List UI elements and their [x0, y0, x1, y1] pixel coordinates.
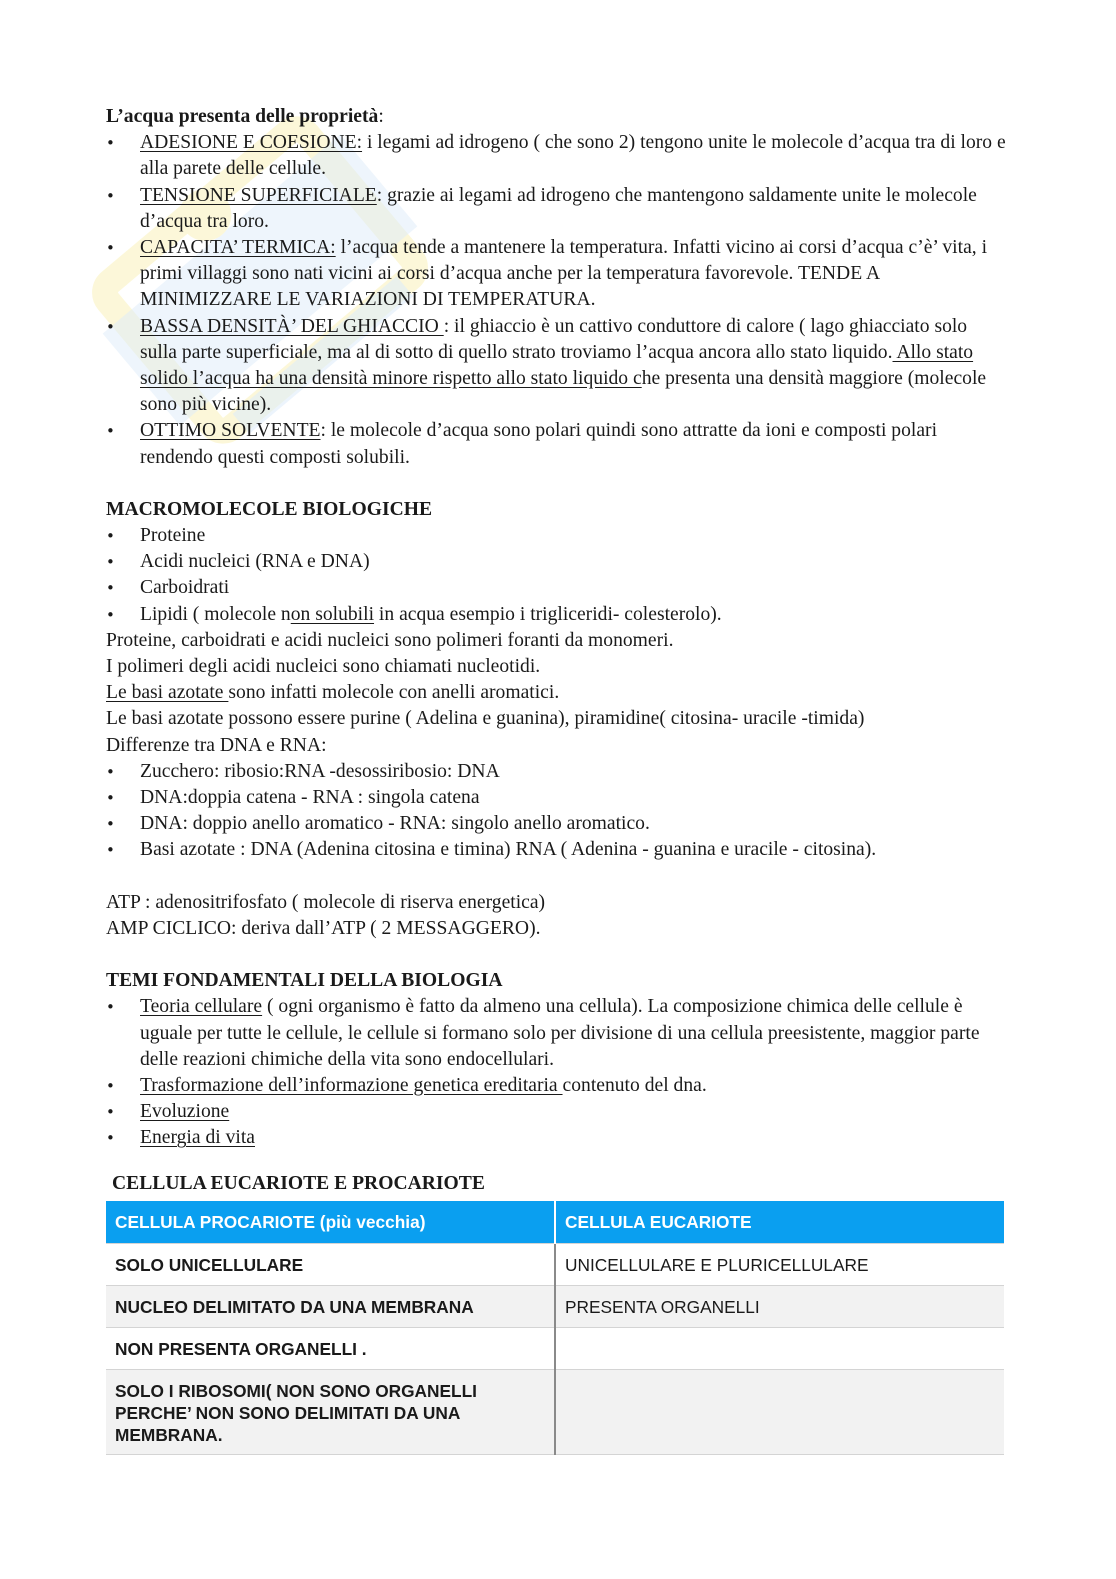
table-cell	[555, 1369, 1004, 1454]
differences-list	[106, 759, 1006, 864]
list-item: • Carboidrati	[106, 575, 1006, 601]
text-line: Le basi azotate possono essere purine ( Adelina e guanina), piramidine( citosina- uracile -timida)	[106, 708, 865, 730]
table-header-row	[106, 1201, 1004, 1244]
table-title: CELLULA EUCARIOTE E PROCARIOTE	[112, 1172, 485, 1194]
list-item: • OTTIMO SOLVENTE: le molecole d’acqua sono polari quindi sono attratte da ioni e composti polari rendendo questi composti solubili.	[106, 418, 1006, 470]
table-row	[106, 1285, 1004, 1327]
temi-list	[106, 994, 1006, 1151]
list-item: • Evoluzione	[106, 1099, 1006, 1125]
list-item: • CAPACITA’ TERMICA: l’acqua tende a mantenere la temperatura. Infatti vicino ai corsi d’acqua c’è’ vita, i primi villaggi sono nati vicini ai corsi d’acqua anche per la temperatura favorevole. TENDE A MINIMIZZARE LE VARIAZIONI DI TEMPERATURA.	[106, 235, 1006, 314]
table-row	[106, 1327, 1004, 1369]
intro-heading: L’acqua presenta delle proprietà:	[106, 106, 384, 127]
table-cell	[555, 1327, 1004, 1369]
list-item: • Basi azotate : DNA (Adenina citosina e timina) RNA ( Adenina - guanina e uracile - citosina).	[106, 837, 1006, 863]
table-cell: NON PRESENTA ORGANELLI .	[106, 1327, 555, 1369]
list-item: • Proteine	[106, 523, 1006, 549]
text-line: Le basi azotate sono infatti molecole con anelli aromatici.	[106, 682, 560, 704]
text-line: I polimeri degli acidi nucleici sono chiamati nucleotidi.	[106, 656, 541, 678]
table-row	[106, 1369, 1004, 1454]
list-item: • Lipidi ( molecole non solubili in acqua esempio i trigliceridi- colesterolo).	[106, 602, 1006, 628]
list-item: • Energia di vita	[106, 1125, 1006, 1151]
temi-heading: TEMI FONDAMENTALI DELLA BIOLOGIA	[106, 970, 503, 992]
list-item: • Trasformazione dell’informazione genetica ereditaria contenuto del dna.	[106, 1073, 1006, 1099]
amp-line: AMP CICLICO: deriva dall’ATP ( 2 MESSAGGERO).	[106, 917, 541, 939]
macro-list	[106, 523, 1006, 628]
header-eucariote: CELLULA EUCARIOTE	[555, 1201, 1004, 1244]
list-item: • DNA:doppia catena - RNA : singola catena	[106, 785, 1006, 811]
table-cell: SOLO I RIBOSOMI( NON SONO ORGANELLI PERCHE’ NON SONO DELIMITATI DA UNA MEMBRANA.	[106, 1369, 555, 1454]
list-item: • ADESIONE E COESIONE: i legami ad idrogeno ( che sono 2) tengono unite le molecole d’acqua tra di loro e alla parete delle cellule.	[106, 130, 1006, 182]
atp-line: ATP : adenositrifosfato ( molecole di riserva energetica)	[106, 891, 546, 913]
table-row	[106, 1243, 1004, 1285]
text-line: Differenze tra DNA e RNA:	[106, 734, 327, 756]
list-item: • Teoria cellulare ( ogni organismo è fatto da almeno una cellula). La composizione chimica delle cellule è uguale per tutte le cellule, le cellule si formano solo per divisione di una cellula preesistente, maggior parte delle reazioni chimiche della vita sono endocellulari.	[106, 994, 1006, 1073]
table-cell: SOLO UNICELLULARE	[106, 1243, 555, 1285]
header-procariote: CELLULA PROCARIOTE (più vecchia)	[106, 1201, 555, 1244]
table-cell: NUCLEO DELIMITATO DA UNA MEMBRANA	[106, 1285, 555, 1327]
list-item: • Acidi nucleici (RNA e DNA)	[106, 549, 1006, 575]
list-item: • TENSIONE SUPERFICIALE: grazie ai legami ad idrogeno che mantengono saldamente unite le molecole d’acqua tra loro.	[106, 183, 1006, 235]
cell-comparison-table	[106, 1201, 1004, 1455]
list-item: • Zucchero: ribosio:RNA -desossiribosio: DNA	[106, 759, 1006, 785]
list-item: • DNA: doppio anello aromatico - RNA: singolo anello aromatico.	[106, 811, 1006, 837]
document-page	[106, 104, 1006, 1455]
table-cell: PRESENTA ORGANELLI	[555, 1285, 1004, 1327]
text-line: Proteine, carboidrati e acidi nucleici sono polimeri foranti da monomeri.	[106, 629, 674, 651]
list-item: • BASSA DENSITÀ’ DEL GHIACCIO : il ghiaccio è un cattivo conduttore di calore ( lago ghiacciato solo sulla parte superficiale, ma al di sotto di quello strato troviamo l’acqua ancora allo stato liquido. Allo stato solido l’acqua ha una densità minore rispetto allo stato liquido che presenta una densità maggiore (molecole sono più vicine).	[106, 314, 1006, 419]
properties-list	[106, 130, 1006, 471]
table-cell: UNICELLULARE E PLURICELLULARE	[555, 1243, 1004, 1285]
macro-heading: MACROMOLECOLE BIOLOGICHE	[106, 498, 433, 520]
